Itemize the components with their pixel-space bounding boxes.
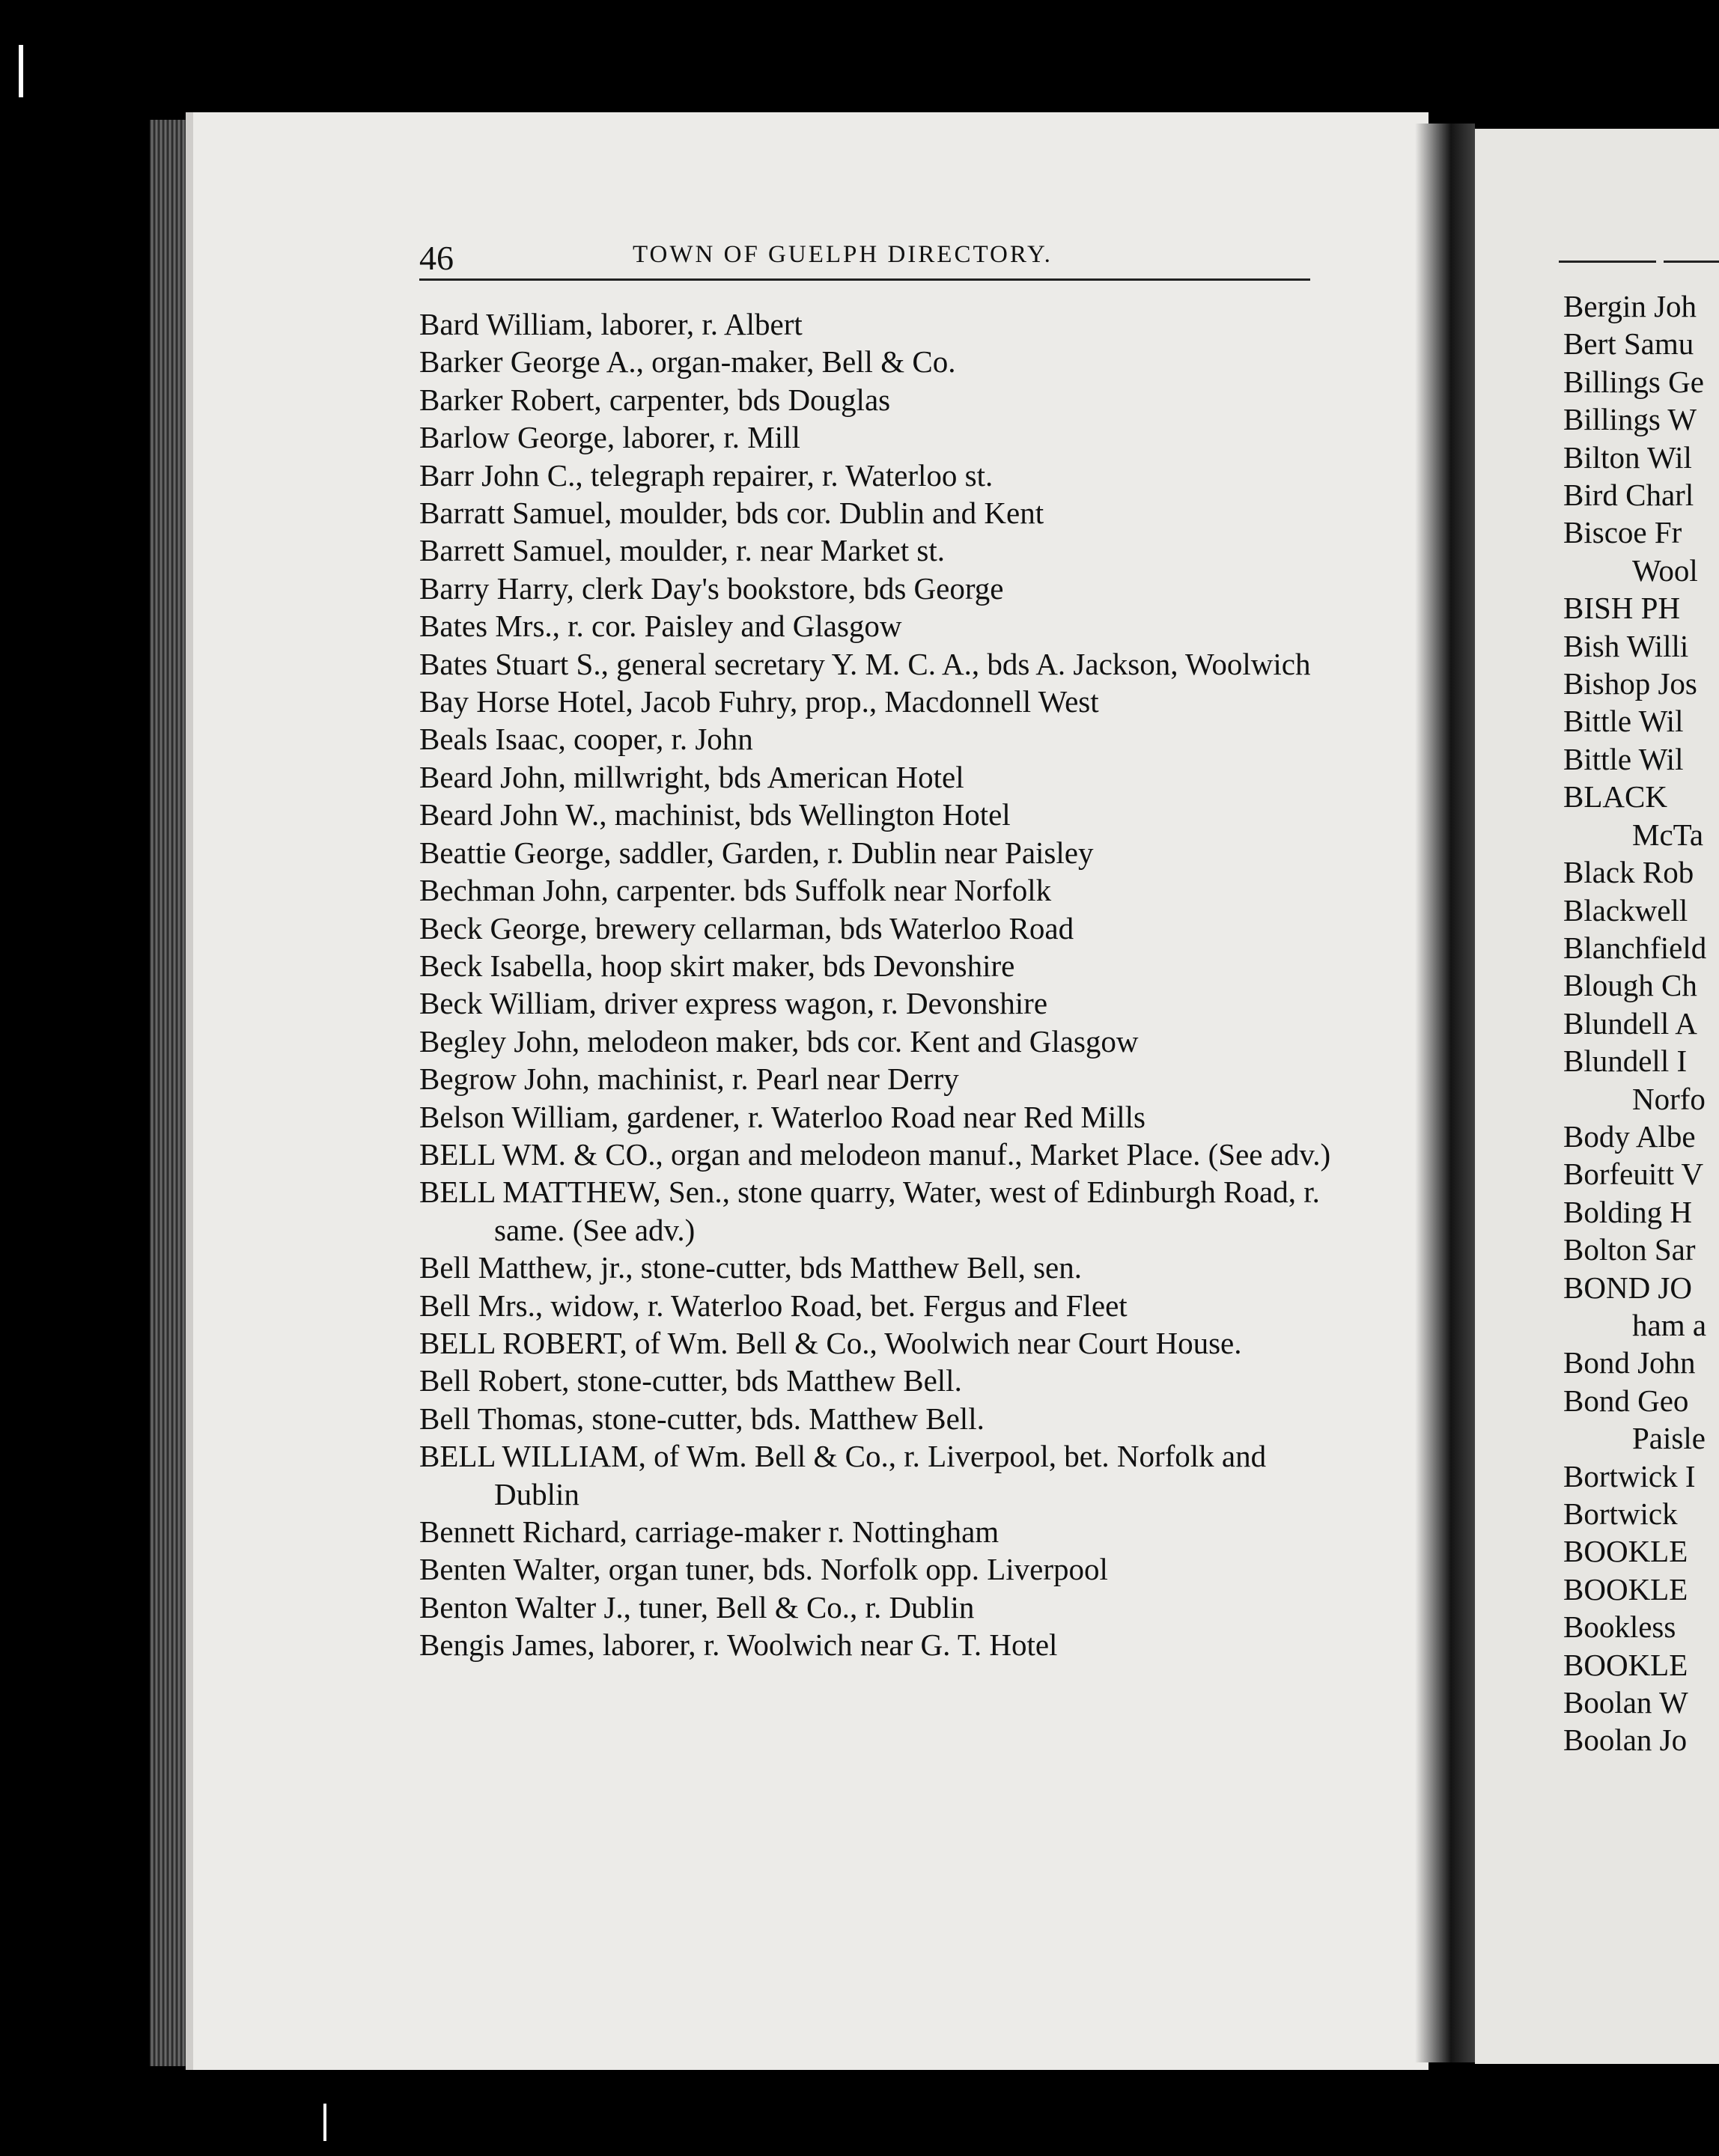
right-entry: Norfo (1632, 1081, 1706, 1116)
directory-entry: Bechman John, carpenter. bds Suffolk near Norfolk (419, 873, 1052, 908)
directory-entry: Beck Isabella, hoop skirt maker, bds Devonshire (419, 948, 1015, 983)
right-entry: Blough Ch (1563, 968, 1697, 1003)
right-header-rule (1664, 261, 1719, 263)
page-number: 46 (419, 239, 454, 277)
directory-entry: Bay Horse Hotel, Jacob Fuhry, prop., Macdonnell West (419, 684, 1099, 719)
scan-artifact (19, 45, 23, 97)
right-page-entries (1563, 287, 1719, 1759)
right-entry: Bishop Jos (1563, 666, 1697, 701)
directory-entry: Barker George A., organ-maker, Bell & Co. (419, 344, 956, 380)
directory-entry: Bard William, laborer, r. Albert (419, 307, 803, 341)
directory-entry: Bates Stuart S., general secretary Y. M. C. A., bds A. Jackson, Woolwich (419, 646, 1311, 681)
right-entry: Boolan Jo (1563, 1723, 1688, 1758)
right-entry: Borfeuitt V (1563, 1157, 1704, 1192)
directory-entry: Barlow George, laborer, r. Mill (419, 420, 800, 455)
right-entry: ham a (1632, 1307, 1707, 1342)
right-entry: Bird Charl (1563, 478, 1694, 513)
directory-entry: BELL MATTHEW, Sen., stone quarry, Water, west of Edinburgh Road, r. same. (See adv.) (419, 1175, 1320, 1247)
directory-entry: Beck William, driver express wagon, r. Devonshire (419, 986, 1048, 1021)
directory-entry: Bell Mrs., widow, r. Waterloo Road, bet. Fergus and Fleet (419, 1288, 1128, 1323)
right-entry: Bert Samu (1563, 326, 1694, 362)
directory-entry: Beard John, millwright, bds American Hotel (419, 759, 964, 794)
right-entry: BISH PH (1563, 591, 1681, 626)
directory-entry: Beals Isaac, cooper, r. John (419, 722, 753, 757)
directory-entry: Benten Walter, organ tuner, bds. Norfolk opp. Liverpool (419, 1552, 1108, 1587)
book-gutter (1415, 124, 1475, 2062)
directory-entry: Beck George, brewery cellarman, bds Waterloo Road (419, 910, 1074, 945)
directory-entry: Bell Matthew, jr., stone-cutter, bds Matthew Bell, sen. (419, 1250, 1083, 1285)
header-rule (419, 278, 1310, 281)
right-entry: Bittle Wil (1563, 704, 1684, 739)
right-entry: Body Albe (1563, 1118, 1696, 1154)
directory-entry: BELL WM. & CO., organ and melodeon manuf., Market Place. (See adv.) (419, 1136, 1331, 1172)
directory-entry: Belson William, gardener, r. Waterloo Road near Red Mills (419, 1099, 1146, 1134)
directory-entry: Barratt Samuel, moulder, bds cor. Dublin and Kent (419, 496, 1044, 531)
directory-entry: Beard John W., machinist, bds Wellington Hotel (419, 797, 1011, 832)
directory-entries (419, 305, 1333, 1664)
right-entry: BOOKLE (1563, 1647, 1688, 1682)
directory-entry: Bengis James, laborer, r. Woolwich near G. T. Hotel (419, 1627, 1058, 1663)
right-entry: Wool (1632, 552, 1698, 588)
directory-entry: Bates Mrs., r. cor. Paisley and Glasgow (419, 609, 902, 644)
right-entry: Bookless (1563, 1610, 1676, 1645)
right-entry: Biscoe Fr (1563, 515, 1682, 550)
directory-entry: BELL ROBERT, of Wm. Bell & Co., Woolwich near Court House. (419, 1325, 1242, 1360)
directory-entry: Barr John C., telegraph repairer, r. Waterloo st. (419, 457, 994, 493)
right-header-rule (1559, 261, 1656, 263)
right-entry: BOOKLE (1563, 1534, 1688, 1569)
right-entry: Blanchfield (1563, 930, 1707, 965)
right-entry: Blundell A (1563, 1005, 1697, 1041)
directory-entry: Bell Thomas, stone-cutter, bds. Matthew Bell. (419, 1401, 985, 1436)
right-entry: Bolton Sar (1563, 1232, 1696, 1267)
directory-entry: Barrett Samuel, moulder, r. near Market st. (419, 533, 945, 568)
right-entry: Paisle (1632, 1421, 1706, 1456)
right-entry: Billings W (1563, 402, 1697, 437)
right-entry: BLACK (1563, 779, 1667, 814)
directory-entry: Benton Walter J., tuner, Bell & Co., r. Dublin (419, 1589, 975, 1624)
directory-entry: Beattie George, saddler, Garden, r. Dublin near Paisley (419, 835, 1094, 870)
right-entry: Billings Ge (1563, 364, 1704, 399)
right-entry: Bilton Wil (1563, 439, 1692, 475)
right-entry: Bortwick (1563, 1496, 1678, 1531)
right-entry: McTa (1632, 817, 1704, 852)
right-entry: Bish Willi (1563, 628, 1689, 663)
right-entry: Bittle Wil (1563, 741, 1684, 776)
directory-entry: Barker Robert, carpenter, bds Douglas (419, 382, 891, 417)
directory-entry: BELL WILLIAM, of Wm. Bell & Co., r. Liverpool, bet. Norfolk and Dublin (419, 1439, 1267, 1511)
right-entry: Bortwick I (1563, 1458, 1696, 1493)
right-entry: Bolding H (1563, 1194, 1692, 1229)
right-entry: BOOKLE (1563, 1571, 1688, 1607)
right-entry: Bond Geo (1563, 1383, 1689, 1418)
right-entry: Black Rob (1563, 855, 1694, 890)
scan-artifact (323, 2104, 326, 2141)
right-entry: Blackwell (1563, 892, 1688, 928)
directory-entry: Begley John, melodeon maker, bds cor. Kent and Glasgow (419, 1023, 1139, 1059)
right-entry: Bond John (1563, 1345, 1696, 1380)
right-entry: Boolan W (1563, 1685, 1688, 1720)
right-entry: BOND JO (1563, 1270, 1692, 1305)
right-entry: Bergin Joh (1563, 289, 1697, 323)
directory-entry: Barry Harry, clerk Day's bookstore, bds George (419, 570, 1004, 606)
running-head: TOWN OF GUELPH DIRECTORY. (633, 241, 1053, 268)
right-entry: Blundell I (1563, 1044, 1688, 1079)
directory-entry: Bell Robert, stone-cutter, bds Matthew Bell. (419, 1363, 962, 1398)
directory-entry: Begrow John, machinist, r. Pearl near Derry (419, 1062, 959, 1097)
directory-entry: Bennett Richard, carriage-maker r. Nottingham (419, 1514, 1000, 1549)
